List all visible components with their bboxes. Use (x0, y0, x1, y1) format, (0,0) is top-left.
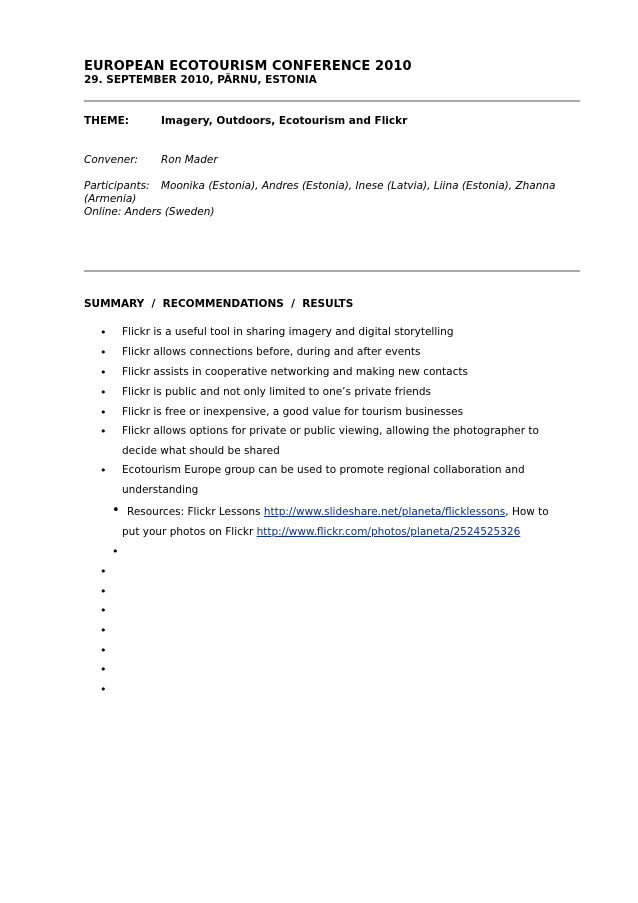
list-item-continued: understanding (122, 484, 199, 496)
bullet-icon: • (100, 386, 107, 399)
bullet-icon: • (100, 406, 107, 419)
list-item: Flickr allows connections before, during and after events (122, 346, 421, 358)
bullet-icon: • (100, 464, 107, 477)
divider (84, 270, 580, 272)
resources-line (127, 506, 549, 518)
summary-heading: SUMMARY / RECOMMENDATIONS / RESULTS (84, 298, 354, 310)
list-item: Ecotourism Europe group can be used to promote regional collaboration and (122, 464, 525, 476)
bullet-icon: • (100, 366, 107, 379)
bullet-icon: • (112, 503, 120, 518)
list-item-continued: decide what should be shared (122, 445, 280, 457)
flickr-photo-link[interactable]: http://www.flickr.com/photos/planeta/2524525326 (256, 526, 521, 538)
list-item: Flickr is free or inexpensive, a good value for tourism businesses (122, 406, 464, 418)
document-title: EUROPEAN ECOTOURISM CONFERENCE 2010 (84, 59, 412, 74)
empty-bullet-icon: • (100, 565, 107, 578)
slideshare-link[interactable]: http://www.slideshare.net/planeta/flicklessons (263, 506, 506, 518)
empty-bullet-icon: • (100, 644, 107, 657)
empty-bullet-icon: • (100, 624, 107, 637)
participants-label: Participants: (84, 180, 150, 192)
list-item: Flickr is a useful tool in sharing imagery and digital storytelling (122, 326, 454, 338)
resources-mid: , How to (505, 506, 549, 518)
bullet-icon: • (100, 326, 107, 339)
empty-bullet-icon: • (100, 585, 107, 598)
online-participants: Online: Anders (Sweden) (84, 206, 215, 218)
bullet-icon: • (100, 346, 107, 359)
resources-line2-prefix: put your photos on Flickr (122, 526, 257, 538)
theme-value: Imagery, Outdoors, Ecotourism and Flickr (161, 115, 408, 127)
list-item: Flickr assists in cooperative networking and making new contacts (122, 366, 468, 378)
convener-label: Convener: (84, 154, 139, 166)
theme-label: THEME: (84, 115, 129, 127)
resources-prefix: Resources: Flickr Lessons (127, 506, 264, 518)
empty-bullet-icon: • (100, 604, 107, 617)
document-subtitle: 29. SEPTEMBER 2010, PÄRNU, ESTONIA (84, 74, 317, 86)
empty-bullet-icon: • (100, 663, 107, 676)
list-item: Flickr allows options for private or public viewing, allowing the photographer to (122, 425, 539, 437)
empty-bullet-icon: • (100, 683, 107, 696)
list-item: Flickr is public and not only limited to one’s private friends (122, 386, 431, 398)
resources-line-continued (122, 526, 520, 538)
convener-value: Ron Mader (161, 154, 218, 166)
participants-value-continued: (Armenia) (84, 193, 137, 205)
bullet-icon: • (100, 425, 107, 438)
empty-bullet-icon: • (112, 545, 119, 558)
participants-value: Moonika (Estonia), Andres (Estonia), Inese (Latvia), Liina (Estonia), Zhanna (161, 180, 556, 192)
divider (84, 100, 580, 102)
